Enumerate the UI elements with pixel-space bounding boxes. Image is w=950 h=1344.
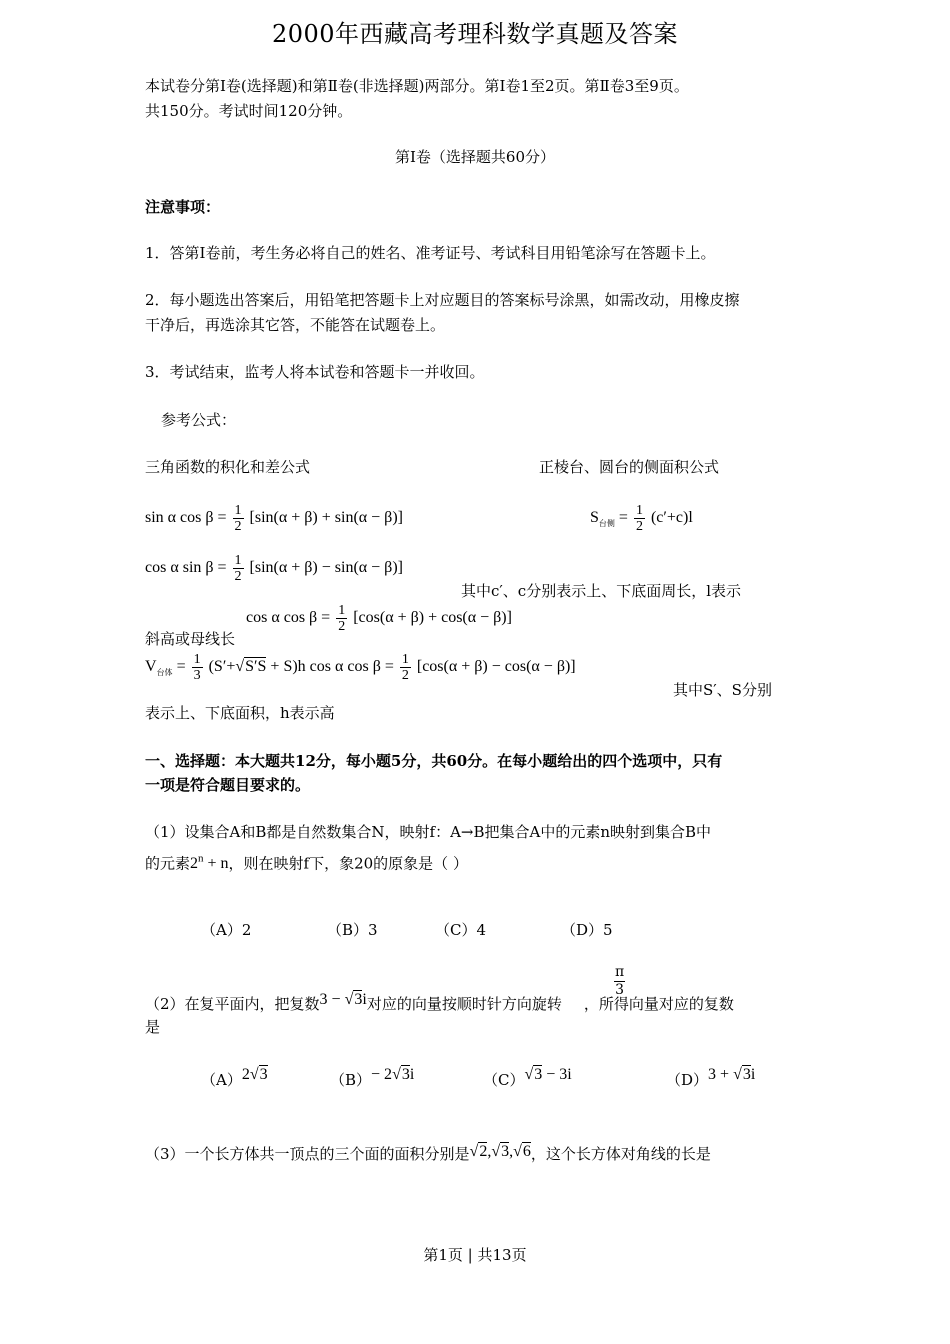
formula-lhs: cos α sin β = bbox=[145, 559, 227, 577]
radical-sign: √ bbox=[491, 1143, 501, 1160]
note-item-2-line-1: 2．每小题选出答案后，用铅笔把答题卡上对应题目的答案标号涂黑，如需改动，用橡皮擦 bbox=[145, 291, 740, 309]
formula-cos-sin bbox=[145, 553, 403, 584]
intro-line-2: 共150分。考试时间120分钟。 bbox=[145, 102, 353, 120]
fraction-numerator: 1 bbox=[635, 503, 643, 518]
radical-sign: √ bbox=[733, 1066, 742, 1083]
fraction-numerator: π bbox=[615, 964, 625, 980]
imaginary-unit: i bbox=[362, 991, 367, 1008]
question-2-option-d bbox=[666, 1068, 755, 1093]
formula-rhs: [cos(α + β) − cos(α − β)] bbox=[416, 658, 576, 676]
option-value bbox=[242, 1066, 268, 1083]
radical-sign: √ bbox=[524, 1066, 534, 1083]
formula-symbol: S bbox=[590, 509, 599, 527]
question-2-line-1 bbox=[145, 992, 734, 1017]
formula-rhs: [sin(α + β) + sin(α − β)] bbox=[249, 509, 403, 527]
formula-equals: = bbox=[618, 509, 628, 527]
formulas-heading: 参考公式： bbox=[161, 411, 237, 429]
math-expression bbox=[190, 855, 229, 872]
formula-lateral-area bbox=[590, 503, 693, 534]
question-text: ，则在映射f下，象20的原象是（ ） bbox=[228, 854, 468, 873]
formula-rhs: (c′+c)l bbox=[650, 509, 693, 527]
formula-lhs: sin α cos β = bbox=[145, 509, 227, 527]
radicand: 3 bbox=[354, 991, 363, 1008]
radicand: 6 bbox=[522, 1143, 531, 1160]
radicand: S′S bbox=[245, 658, 267, 676]
number-part: − 2 bbox=[371, 1066, 393, 1083]
note-item-1: 1．答第Ⅰ卷前，考生务必将自己的姓名、准考证号、考试科目用铅笔涂写在答题卡上。 bbox=[145, 244, 716, 262]
fraction-numerator: 1 bbox=[234, 553, 242, 568]
fraction-numerator: 1 bbox=[401, 652, 409, 667]
formula-cos-cos-sum bbox=[246, 603, 512, 634]
radical-sign: √ bbox=[249, 1066, 259, 1083]
part-one-heading-line-1: 一、选择题：本大题共12分，每小题5分，共60分。在每小题给出的四个选项中，只有 bbox=[145, 752, 723, 770]
radicand: 2 bbox=[479, 1143, 488, 1160]
question-2-option-a bbox=[201, 1068, 268, 1093]
radical-sign: √ bbox=[513, 1143, 522, 1160]
radicand: 3 bbox=[742, 1066, 751, 1083]
fraction-half bbox=[634, 503, 645, 534]
frustum-area-heading: 正棱台、圆台的侧面积公式 bbox=[539, 458, 720, 476]
fraction-half bbox=[336, 603, 347, 634]
fraction-numerator: 1 bbox=[338, 603, 346, 618]
radical-sign: √ bbox=[469, 1143, 479, 1160]
intro-line-1: 本试卷分第Ⅰ卷(选择题)和第Ⅱ卷(非选择题)两部分。第Ⅰ卷1至2页。第Ⅱ卷3至9页。 bbox=[145, 77, 689, 95]
question-text: 对应的向量按顺时针方向旋转 bbox=[366, 995, 562, 1013]
note-area: 其中S′、S分别 bbox=[673, 681, 772, 699]
note-item-2-line-2: 干净后，再选涂其它答，不能答在试题卷上。 bbox=[145, 316, 446, 334]
separator: , bbox=[487, 1143, 492, 1160]
document-title: 2000年西藏高考理科数学真题及答案 bbox=[271, 20, 679, 48]
question-text: ，所得向量对应的复数 bbox=[583, 995, 734, 1013]
fraction-denominator: 2 bbox=[234, 569, 242, 584]
question-2-line-2: 是 bbox=[145, 1018, 161, 1036]
imaginary-unit: i bbox=[750, 1066, 756, 1083]
question-1-option-c: （C）4 bbox=[435, 921, 487, 939]
number-part: 3 − bbox=[319, 991, 345, 1008]
note-item-3: 3．考试结束，监考人将本试卷和答题卡一并收回。 bbox=[145, 363, 485, 381]
fraction-denominator: 2 bbox=[234, 519, 242, 534]
number-part: 3 + bbox=[708, 1066, 734, 1083]
face-areas bbox=[470, 1143, 531, 1160]
option-label: （D） bbox=[666, 1071, 709, 1089]
note-perimeter: 其中c′、c分别表示上、下底面周长，l表示 bbox=[461, 582, 742, 600]
radicand: 3 bbox=[259, 1066, 268, 1083]
fraction-numerator: 1 bbox=[193, 652, 201, 667]
fraction-denominator: 3 bbox=[193, 668, 201, 683]
fraction-denominator: 3 bbox=[615, 982, 625, 998]
separator: , bbox=[509, 1143, 514, 1160]
question-2-option-b bbox=[330, 1068, 414, 1093]
part-one-heading-line-2: 一项是符合题目要求的。 bbox=[145, 776, 311, 794]
fraction-half bbox=[233, 503, 244, 534]
fraction-denominator: 2 bbox=[401, 668, 409, 683]
page-footer: 第1页 | 共13页 bbox=[423, 1246, 527, 1264]
fraction-third bbox=[192, 652, 203, 683]
fraction-denominator: 2 bbox=[635, 519, 643, 534]
formula-rhs: [cos(α + β) + cos(α − β)] bbox=[353, 609, 512, 627]
expr-tail: + n bbox=[203, 855, 229, 873]
radicand: 3 bbox=[534, 1066, 543, 1083]
number-part: − 3i bbox=[542, 1066, 572, 1083]
section-one-title: 第Ⅰ卷（选择题共60分） bbox=[394, 148, 555, 166]
note-perimeter-continued: 斜高或母线长 bbox=[145, 630, 236, 648]
formula-symbol: V bbox=[145, 658, 157, 676]
fraction-numerator: 1 bbox=[234, 503, 242, 518]
formula-equals: = bbox=[176, 658, 186, 676]
option-label: （A） bbox=[201, 1071, 242, 1089]
formula-lhs: cos α cos β = bbox=[246, 609, 331, 627]
expr-base: 2 bbox=[190, 855, 199, 873]
option-label: （B） bbox=[330, 1071, 372, 1089]
formula-lhs: cos α cos β = bbox=[309, 658, 394, 676]
expr-exponent: n bbox=[198, 853, 204, 865]
fraction-half bbox=[400, 652, 411, 683]
question-1-option-d: （D）5 bbox=[561, 921, 613, 939]
complex-number bbox=[320, 991, 367, 1008]
question-1-option-a: （A）2 bbox=[201, 921, 252, 939]
fraction-half bbox=[233, 553, 244, 584]
question-text: （3）一个长方体共一顶点的三个面的面积分别是 bbox=[145, 1145, 470, 1163]
trig-formulas-heading: 三角函数的积化和差公式 bbox=[145, 458, 311, 476]
question-1-option-b: （B）3 bbox=[327, 921, 378, 939]
question-text: 的元素 bbox=[145, 854, 191, 873]
formula-rhs-part: + S)h bbox=[270, 658, 306, 676]
radical-sign: √ bbox=[344, 991, 354, 1008]
note-area-continued: 表示上、下底面积，h表示高 bbox=[145, 704, 335, 722]
imaginary-unit: i bbox=[409, 1066, 415, 1083]
radicand: 3 bbox=[501, 1143, 510, 1160]
radical-sign: √ bbox=[235, 658, 245, 676]
option-value bbox=[708, 1066, 755, 1083]
question-1-line-2 bbox=[145, 847, 468, 876]
formula-subscript: 台体 bbox=[156, 668, 173, 678]
option-value bbox=[524, 1066, 571, 1083]
question-1-line-1: （1）设集合A和B都是自然数集合N，映射f：A→B把集合A中的元素n映射到集合B中 bbox=[145, 823, 712, 841]
notes-heading: 注意事项： bbox=[145, 198, 221, 216]
number-part: 2 bbox=[241, 1066, 250, 1083]
question-text: （2）在复平面内，把复数 bbox=[145, 995, 320, 1013]
formula-frustum-volume bbox=[145, 652, 576, 683]
radicand: 3 bbox=[401, 1066, 410, 1083]
radical-sign: √ bbox=[392, 1066, 401, 1083]
question-3-line-1 bbox=[145, 1142, 711, 1167]
fraction-denominator: 2 bbox=[338, 619, 346, 634]
formula-sin-cos bbox=[145, 503, 403, 534]
formula-rhs: [sin(α + β) − sin(α − β)] bbox=[249, 559, 403, 577]
question-text: ，这个长方体对角线的长是 bbox=[530, 1145, 711, 1163]
question-2-option-c bbox=[483, 1068, 572, 1093]
formula-rhs-part: (S′+ bbox=[208, 658, 236, 676]
formula-subscript: 台侧 bbox=[598, 519, 615, 529]
option-value bbox=[371, 1066, 414, 1083]
option-label: （C） bbox=[483, 1071, 525, 1089]
